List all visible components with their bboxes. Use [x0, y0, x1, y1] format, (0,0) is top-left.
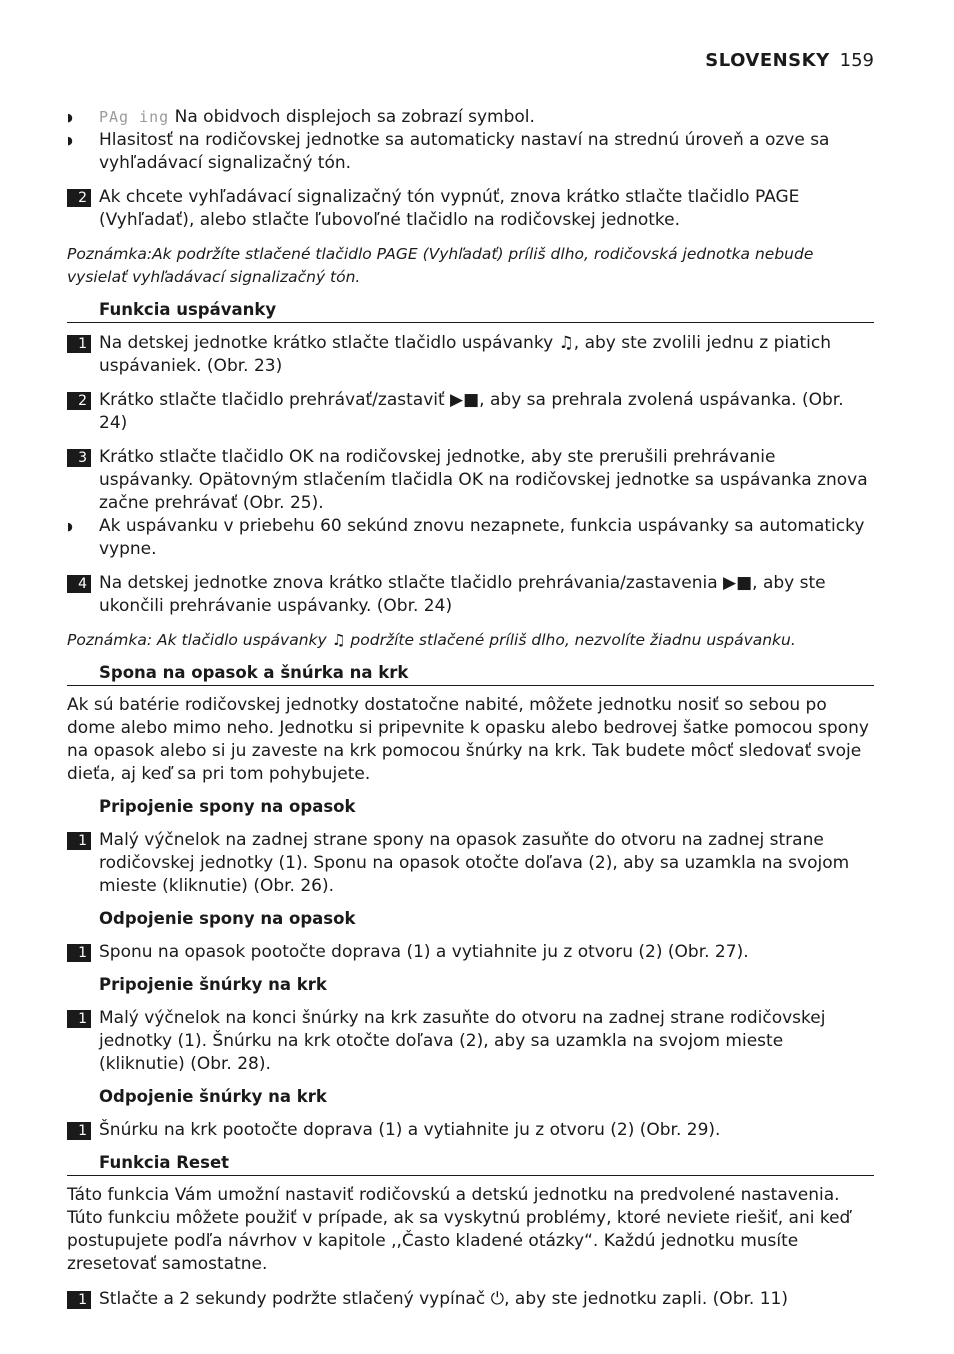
bullet-text: Hlasitosť na rodičovskej jednotke sa automaticky nastaví na strednú úroveň a ozve sa vyhľadávací signalizačný tón. — [99, 130, 830, 173]
step-item — [67, 186, 874, 232]
subsection-heading: Odpojenie spony na opasok — [99, 909, 356, 928]
bullet-item — [67, 515, 874, 561]
step-number: 1 — [67, 832, 91, 850]
section-heading: Funkcia uspávanky — [67, 300, 874, 323]
bullet-item — [67, 129, 874, 175]
step-number: 4 — [67, 575, 91, 593]
bullet-item — [67, 106, 874, 129]
step-item — [67, 1288, 874, 1311]
page-content — [67, 106, 874, 1311]
subsection-heading: Odpojenie šnúrky na krk — [99, 1087, 327, 1106]
step-text: Malý výčnelok na konci šnúrky na krk zasuňte do otvoru na zadnej strane rodičovskej jednotky (1). Šnúrku na krk otočte doľava (2), aby sa uzamkla na svojom mieste (kliknutie) (Obr. 28). — [99, 1008, 826, 1074]
step-number: 1 — [67, 1291, 91, 1309]
step-text: Krátko stlačte tlačidlo prehrávať/zastaviť ▶■, aby sa prehrala zvolená uspávanka. (Obr. 24) — [99, 390, 844, 433]
display-symbol: PAg ing — [99, 108, 170, 126]
step-item — [67, 1119, 874, 1142]
step-item — [67, 829, 874, 898]
header-language: SLOVENSKY — [705, 50, 830, 71]
step-item — [67, 332, 874, 378]
page-header — [705, 50, 874, 71]
note: Poznámka: Ak tlačidlo uspávanky ♫ podržíte stlačené príliš dlho, nezvolíte žiadnu uspávanku. — [67, 631, 796, 649]
step-number: 2 — [67, 189, 91, 207]
subsection-heading: Pripojenie spony na opasok — [99, 797, 356, 816]
step-number: 2 — [67, 392, 91, 410]
step-text: Na detskej jednotke krátko stlačte tlačidlo uspávanky ♫, aby ste zvolili jednu z piatich uspávaniek. (Obr. 23) — [99, 333, 832, 376]
step-text: Krátko stlačte tlačidlo OK na rodičovskej jednotke, aby ste prerušili prehrávanie uspávanky. Opätovným stlačením tlačidla OK na rodičovskej jednotke sa uspávanka znova začne prehrávať (Obr. 25). — [99, 447, 868, 513]
step-item — [67, 1007, 874, 1076]
step-number: 1 — [67, 1122, 91, 1140]
page-number: 159 — [839, 50, 874, 71]
paragraph: Ak sú batérie rodičovskej jednotky dostatočne nabité, môžete jednotku nosiť so sebou po dome alebo mimo neho. Jednotku si pripevnite k opasku alebo bedrovej šatke pomocou spony na opasok alebo si ju zaveste na krk pomocou šnúrky na krk. Tak budete môcť sledovať svoje dieťa, aj keď sa pri tom pohybujete. — [67, 695, 869, 784]
section-heading: Funkcia Reset — [67, 1153, 874, 1176]
step-text: Šnúrku na krk pootočte doprava (1) a vytiahnite ju z otvoru (2) (Obr. 29). — [99, 1120, 721, 1140]
step-item — [67, 446, 874, 515]
bullet-text: Ak uspávanku v priebehu 60 sekúnd znovu nezapnete, funkcia uspávanky sa automaticky vypne. — [99, 516, 865, 559]
bullet-icon: ◗ — [67, 520, 73, 533]
step-item — [67, 572, 874, 618]
subsection-heading: Pripojenie šnúrky na krk — [99, 975, 327, 994]
step-text: Stlačte a 2 sekundy podržte stlačený vypínač ⏻, aby ste jednotku zapli. (Obr. 11) — [99, 1289, 788, 1309]
step-item — [67, 941, 874, 964]
bullet-icon: ◗ — [67, 134, 73, 147]
step-number: 3 — [67, 449, 91, 467]
step-item — [67, 389, 874, 435]
step-number: 1 — [67, 944, 91, 962]
step-text: Sponu na opasok pootočte doprava (1) a vytiahnite ju z otvoru (2) (Obr. 27). — [99, 942, 749, 962]
paragraph: Táto funkcia Vám umožní nastaviť rodičovskú a detskú jednotku na predvolené nastavenia. Túto funkciu môžete použiť v prípade, ak sa vyskytnú problémy, ktoré neviete riešiť, ani keď postupujete podľa návrhov v kapitole ,,Často kladené otázky“. Každú jednotku musíte zresetovať samostatne. — [67, 1185, 851, 1274]
bullet-icon: ◗ — [67, 111, 73, 124]
step-text: Malý výčnelok na zadnej strane spony na opasok zasuňte do otvoru na zadnej strane rodičovskej jednotky (1). Sponu na opasok otočte doľava (2), aby sa uzamkla na svojom mieste (kliknutie) (Obr. 26). — [99, 830, 850, 896]
bullet-text: Na obidvoch displejoch sa zobrazí symbol. — [174, 107, 535, 127]
step-text: Na detskej jednotke znova krátko stlačte tlačidlo prehrávania/zastavenia ▶■, aby ste ukončili prehrávanie uspávanky. (Obr. 24) — [99, 573, 826, 616]
note: Poznámka:Ak podržíte stlačené tlačidlo PAGE (Vyhľadať) príliš dlho, rodičovská jednotka nebude vysielať vyhľadávací signalizačný tón. — [67, 245, 814, 286]
step-number: 1 — [67, 335, 91, 353]
step-number: 1 — [67, 1010, 91, 1028]
step-text: Ak chcete vyhľadávací signalizačný tón vypnúť, znova krátko stlačte tlačidlo PAGE (Vyhľadať), alebo stlačte ľubovoľné tlačidlo na rodičovskej jednotke. — [99, 187, 800, 230]
section-heading: Spona na opasok a šnúrka na krk — [67, 663, 874, 686]
